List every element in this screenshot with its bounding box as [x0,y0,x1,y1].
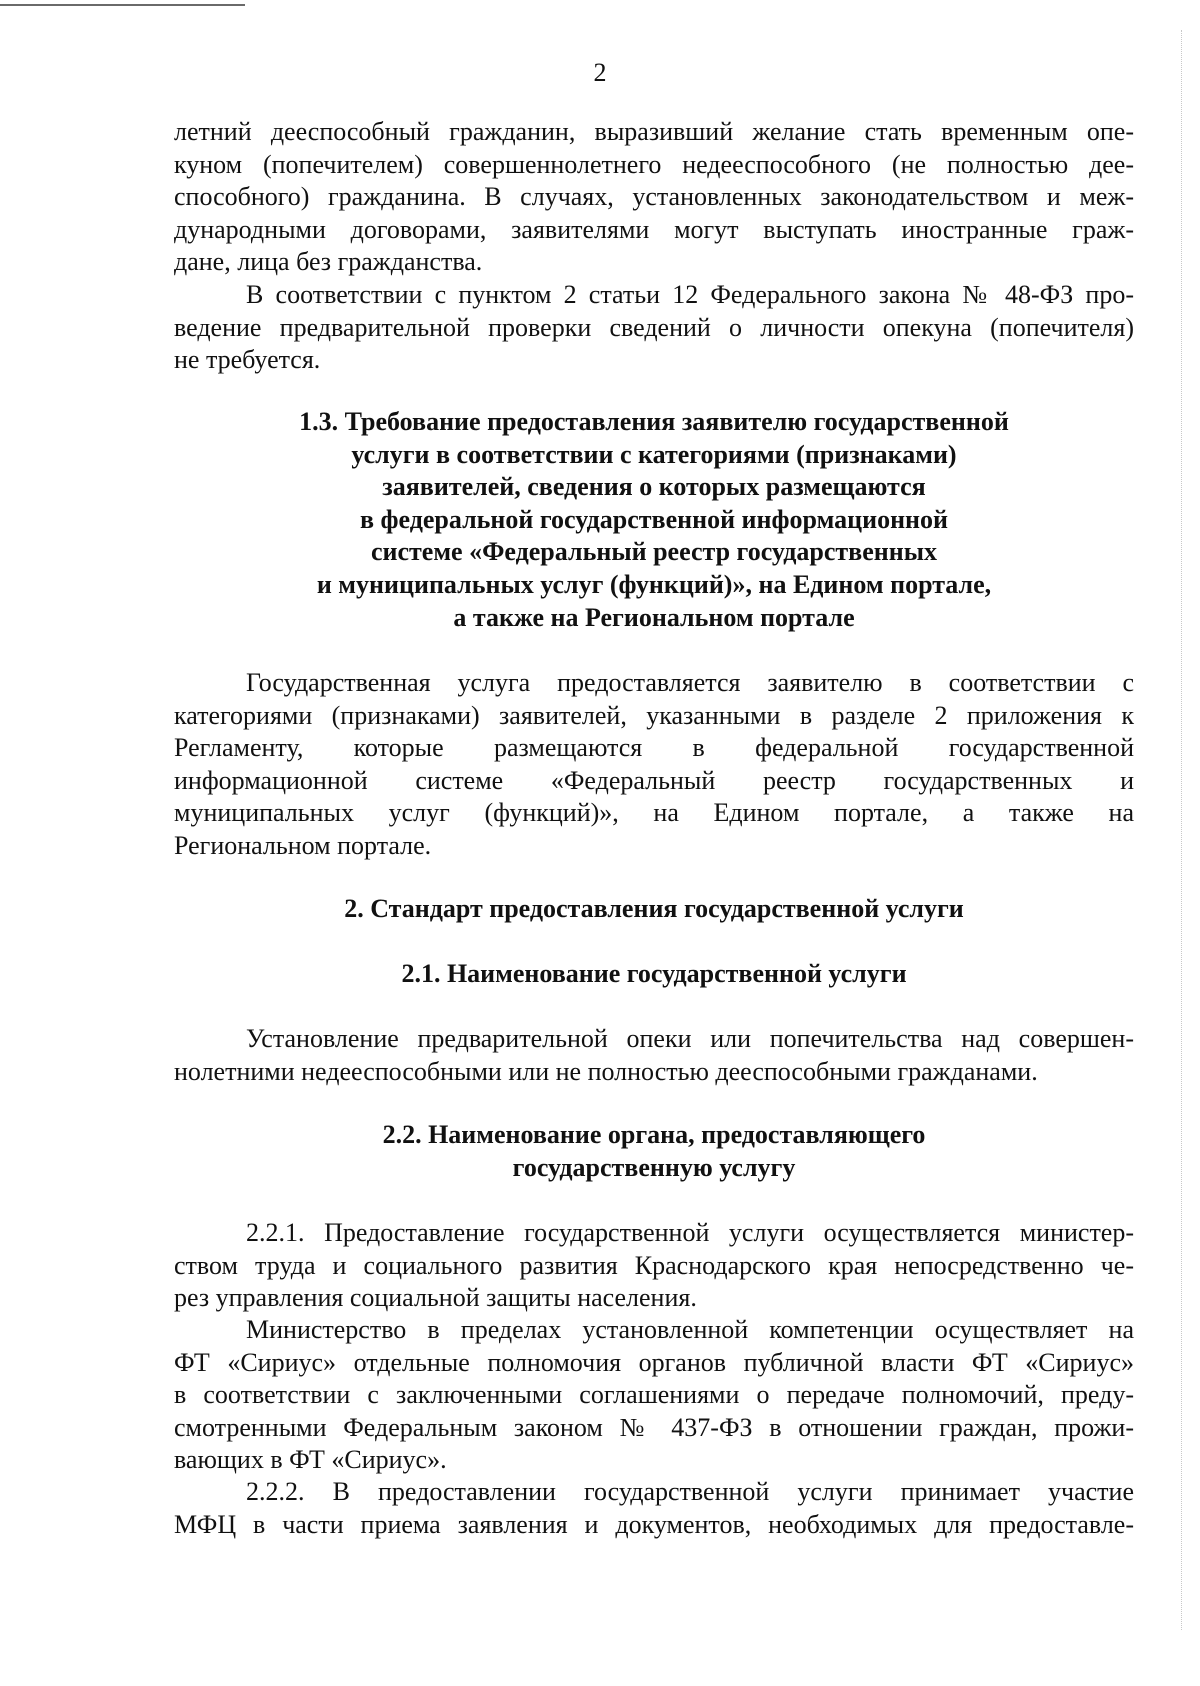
text-line: ФТ «Сириус» отдельные полномочия органов публичной власти ФТ «Сириус» [174,1347,1134,1377]
heading-line: системе «Федеральный реестр государственных [370,537,938,567]
text-line: не требуется. [174,345,321,374]
heading-line: в федеральной государственной информационной [359,504,949,534]
heading-line: 2.2. Наименование органа, предоставляющего [382,1120,926,1149]
text-line: смотренными Федеральным законом № 437-ФЗ в отношении граждан, прожи- [174,1412,1134,1442]
heading-line: 2.1. Наименование государственной услуги [401,959,907,988]
heading-line: 1.3. Требование предоставления заявителю государственной [299,407,1009,436]
intro-paragraph [174,116,1134,279]
paragraph-ministry [174,1314,1134,1477]
text-line: Установление предварительной опеки или попечительства над совершен- [246,1024,1134,1053]
page-number: 2 [593,58,607,87]
text-line: Региональном портале. [174,830,432,860]
text-line: В соответствии с пунктом 2 статьи 12 Федерального закона № 48-ФЗ про- [246,280,1134,309]
heading-2 [174,893,1134,926]
text-line: муниципальных услуг (функций)», на Едином портале, а также на [174,798,1134,827]
heading-2-1 [174,958,1134,991]
heading-1-3 [174,406,1134,634]
heading-line: услуги в соответствии с категориями (признаками) [351,439,957,469]
scan-artifact-edge [1181,30,1182,1630]
text-line: категориями (признаками) заявителей, указанными в разделе 2 приложения к [174,700,1134,730]
text-line: куном (попечителем) совершеннолетнего недееспособного (не полностью дее- [174,149,1134,179]
paragraph-48fz [174,279,1134,377]
text-line: способного) гражданина. В случаях, установленных законодательством и меж- [174,182,1134,211]
scan-artifact-line [0,4,245,6]
text-line: нолетними недееспособными или не полностью дееспособными гражданами. [174,1056,1038,1086]
text-line: Министерство в пределах установленной компетенции осуществляет на [246,1315,1134,1344]
paragraph-2-2-2 [174,1476,1134,1541]
text-line: рез управления социальной защиты населения. [174,1283,697,1312]
heading-line: 2. Стандарт предоставления государственной услуги [344,894,964,923]
heading-2-2 [174,1119,1134,1184]
text-line: Регламенту, которые размещаются в федеральной государственной [174,733,1134,762]
text-line: ством труда и социального развития Краснодарского края непосредственно че- [174,1250,1134,1280]
text-line: 2.2.1. Предоставление государственной услуги осуществляется министер- [246,1218,1134,1247]
heading-line: государственную услугу [512,1152,796,1182]
text-line: информационной системе «Федеральный реестр государственных и [174,765,1134,795]
heading-line: заявителей, сведения о которых размещаются [382,472,926,502]
heading-line: а также на Региональном портале [453,602,855,632]
text-line: Государственная услуга предоставляется заявителю в соответствии с [246,668,1134,697]
text-line: летний дееспособный гражданин, выразивший желание стать временным опе- [174,117,1134,146]
paragraph-2-1 [174,1023,1134,1088]
text-line: 2.2.2. В предоставлении государственной услуги принимает участие [246,1477,1134,1506]
text-line: МФЦ в части приема заявления и документов, необходимых для предоставле- [174,1509,1134,1539]
text-line: в соответствии с заключенными соглашениями о передаче полномочий, преду- [174,1380,1134,1409]
paragraph-1-3 [174,667,1134,862]
heading-line: и муниципальных услуг (функций)», на Едином портале, [316,569,992,599]
text-line: ведение предварительной проверки сведений о личности опекуна (попечителя) [174,312,1134,342]
text-line: дане, лица без гражданства. [174,247,483,276]
text-line: вающих в ФТ «Сириус». [174,1445,447,1474]
paragraph-2-2-1 [174,1217,1134,1315]
text-line: дународными договорами, заявителями могут выступать иностранные граж- [174,214,1134,244]
